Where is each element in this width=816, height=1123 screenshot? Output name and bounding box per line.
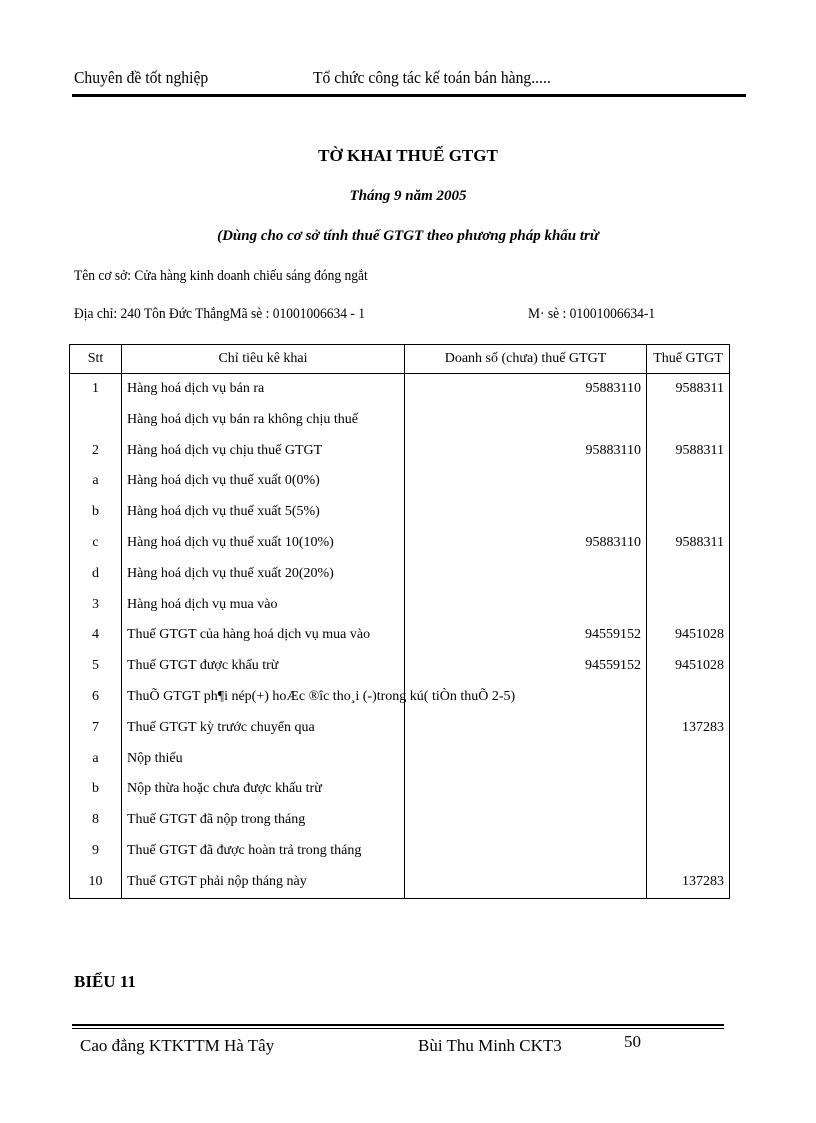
cell-item: Hàng hoá dịch vụ thuế xuất 20(20%) [122,559,405,590]
cell-vat [647,559,730,590]
cell-vat [647,590,730,621]
cell-vat [647,774,730,805]
cell-item: Hàng hoá dịch vụ bán ra [122,374,405,405]
table-row [70,867,730,898]
cell-vat: 9588311 [647,374,730,405]
usage-note: (Dùng cho cơ sở tính thuế GTGT theo phương pháp khấu trừ [217,228,599,244]
cell-revenue [405,774,647,805]
cell-stt: 5 [70,651,122,682]
header-rule [72,94,746,97]
period-subtitle: Tháng 9 năm 2005 [349,188,467,204]
cell-vat [647,682,730,713]
cell-stt: 7 [70,713,122,744]
cell-revenue [405,590,647,621]
table-row [70,590,730,621]
cell-stt: 4 [70,620,122,651]
cell-item: Thuế GTGT phải nộp tháng này [122,867,405,898]
cell-stt: 6 [70,682,122,713]
cell-vat [647,405,730,436]
table-row [70,651,730,682]
table-row [70,744,730,775]
footer-rule [72,1024,724,1026]
cell-revenue: 95883110 [405,374,647,405]
cell-vat [647,744,730,775]
header-left: Chuyên đề tốt nghiệp [74,68,209,87]
cell-revenue [405,805,647,836]
cell-stt: b [70,774,122,805]
cell-vat: 137283 [647,867,730,898]
cell-stt: b [70,497,122,528]
cell-item: Hàng hoá dịch vụ thuế xuất 10(10%) [122,528,405,559]
table-row [70,528,730,559]
cell-revenue [405,466,647,497]
address: Địa chỉ: 240 Tôn Đức ThắngMã sè : 01001006634 - 1 [74,306,366,322]
col-header-stt: Stt [70,345,122,374]
cell-stt: a [70,466,122,497]
col-header-vat: Thuế GTGT [647,345,730,374]
vat-declaration-table [69,344,730,899]
cell-stt: d [70,559,122,590]
table-row [70,466,730,497]
cell-revenue: 95883110 [405,436,647,467]
col-header-item: Chỉ tiêu kê khai [122,345,405,374]
page-number: 50 [624,1032,641,1051]
cell-item: Hàng hoá dịch vụ mua vào [122,590,405,621]
cell-revenue [405,405,647,436]
table-row [70,559,730,590]
cell-stt: c [70,528,122,559]
cell-vat [647,836,730,867]
cell-stt: a [70,744,122,775]
table-row [70,436,730,467]
header-center: Tổ chức công tác kế toán bán hàng..... [313,68,551,87]
table-row [70,620,730,651]
col-header-revenue: Doanh số (chưa) thuế GTGT [405,345,647,374]
table-row [70,774,730,805]
cell-item: Hàng hoá dịch vụ thuế xuất 5(5%) [122,497,405,528]
table-row [70,682,730,713]
cell-item: Hàng hoá dịch vụ thuế xuất 0(0%) [122,466,405,497]
table-row [70,805,730,836]
cell-revenue: 95883110 [405,528,647,559]
cell-item: Hàng hoá dịch vụ bán ra không chịu thuế [122,405,405,436]
cell-item: Hàng hoá dịch vụ chịu thuế GTGT [122,436,405,467]
table-row [70,497,730,528]
cell-vat: 9588311 [647,528,730,559]
cell-item: Thuế GTGT kỳ trước chuyển qua [122,713,405,744]
cell-stt: 1 [70,374,122,405]
cell-vat: 137283 [647,713,730,744]
page-title: TỜ KHAI THUẾ GTGT [318,146,498,165]
cell-revenue [405,836,647,867]
cell-item: Thuế GTGT đã được hoàn trả trong tháng [122,836,405,867]
footer-school: Cao đẳng KTKTTM Hà Tây [80,1036,275,1055]
cell-vat: 9451028 [647,620,730,651]
cell-revenue: 94559152 [405,620,647,651]
table-row [70,405,730,436]
cell-item: Thuế GTGT đã nộp trong tháng [122,805,405,836]
cell-vat [647,805,730,836]
cell-item: Thuế GTGT của hàng hoá dịch vụ mua vào [122,620,405,651]
cell-item: ThuÕ GTGT ph¶i nép(+) hoÆc ®îc tho¸i (-)trong kú( tiÒn thuÕ 2-5) [122,682,405,713]
cell-vat [647,497,730,528]
cell-stt: 2 [70,436,122,467]
cell-stt: 8 [70,805,122,836]
cell-item: Nộp thiếu [122,744,405,775]
business-name: Tên cơ sở: Cửa hàng kinh doanh chiếu sáng đóng ngắt [74,268,368,284]
cell-vat: 9588311 [647,436,730,467]
tax-code: M· sè : 01001006634-1 [528,306,656,322]
cell-revenue [405,867,647,898]
footer-author: Bùi Thu Minh CKT3 [418,1036,562,1055]
cell-revenue [405,713,647,744]
cell-revenue [405,497,647,528]
cell-item: Thuế GTGT được khấu trừ [122,651,405,682]
cell-stt: 10 [70,867,122,898]
cell-revenue: 94559152 [405,651,647,682]
table-row [70,836,730,867]
appendix-label: BIỂU 11 [74,972,136,991]
cell-revenue [405,559,647,590]
footer-rule-thin [72,1028,724,1029]
cell-vat: 9451028 [647,651,730,682]
table-row [70,713,730,744]
cell-stt: 9 [70,836,122,867]
cell-revenue [405,744,647,775]
table-row [70,374,730,405]
cell-vat [647,466,730,497]
table-header-row [70,345,730,374]
cell-item: Nộp thừa hoặc chưa được khấu trừ [122,774,405,805]
cell-stt [70,405,122,436]
cell-stt: 3 [70,590,122,621]
